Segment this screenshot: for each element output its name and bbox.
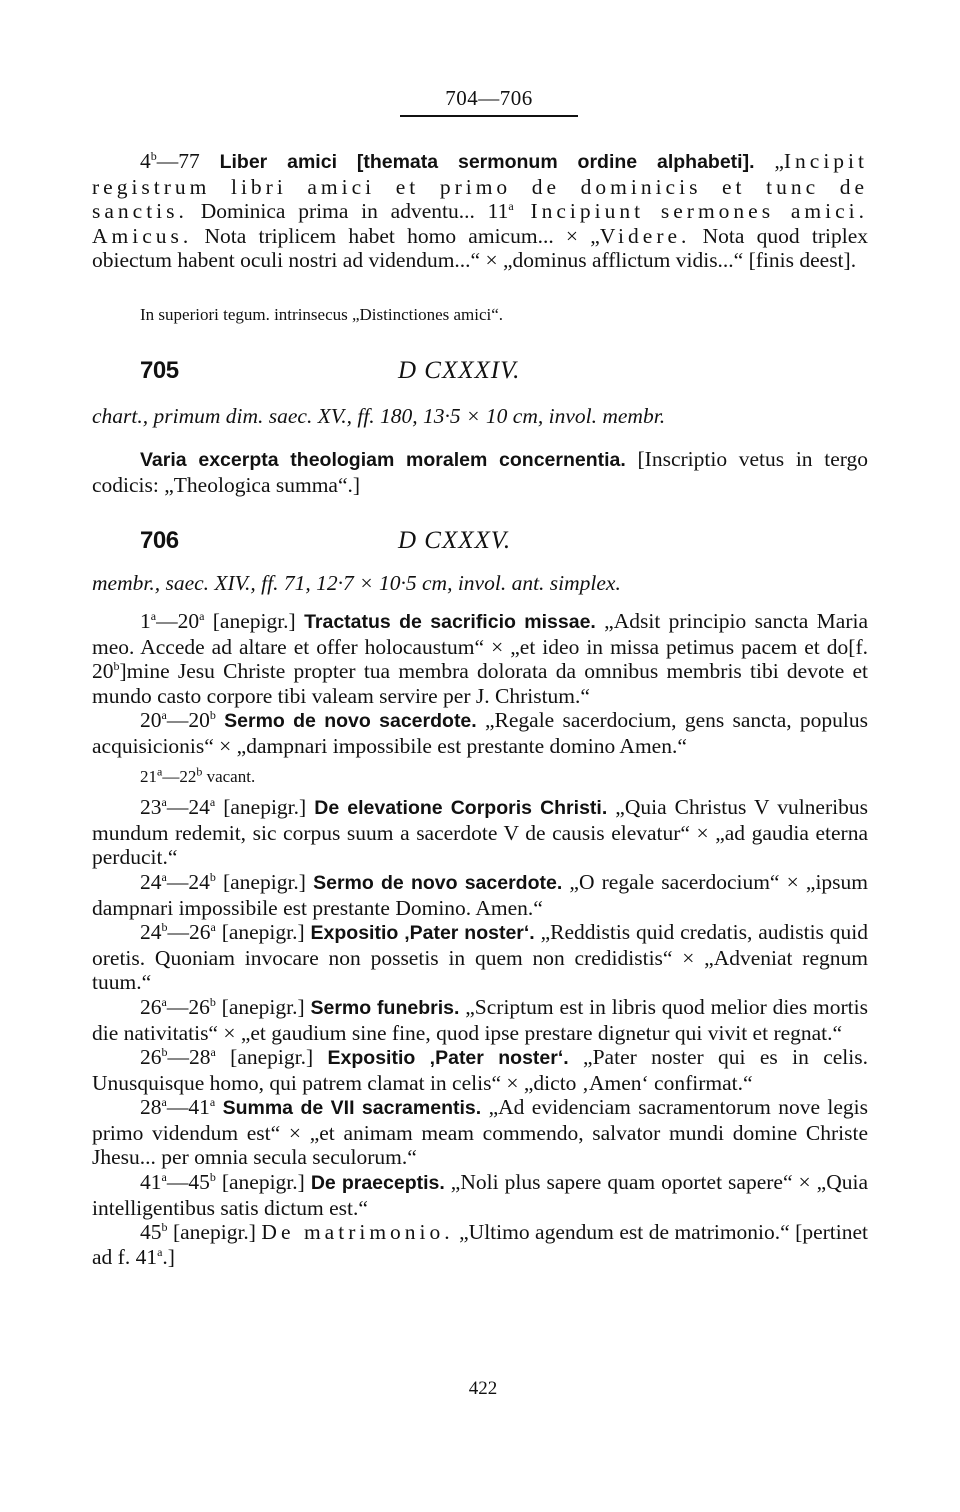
folio-ref: —20	[156, 609, 200, 633]
folio-ref: 26	[140, 1045, 162, 1070]
folio-ref: 23	[140, 795, 162, 820]
content-item	[92, 609, 868, 708]
text-run: „Regale sacerdocium, gens sancta, populus acquisicionis“ × „dampnari impossibile est prestante domino Amen.“	[92, 708, 869, 758]
folio-ref: 24	[140, 920, 162, 945]
folio-ref: 4	[140, 149, 151, 173]
text-run: Nota triplicem habet homo amicum... × „	[192, 223, 600, 248]
text-run: „Quia Christus V vulneribus mundum redemit, sic corpus suum a sacerdote V de causis elevatur“ × „ad gaudia eterna perducit.“	[92, 795, 868, 870]
text-run: vacant.	[206, 766, 256, 786]
folio-side: a	[157, 1244, 163, 1259]
text-run: .]	[162, 1244, 175, 1269]
folio-ref: —26	[167, 920, 211, 945]
content-item	[92, 995, 868, 1045]
folio-side: a	[161, 1095, 167, 1110]
entry-704-body	[92, 149, 868, 273]
spaced-text: Incipiunt sermones amici. Amicus.	[92, 199, 868, 248]
text-run: „Reddistis quid credatis, audistis quid oretis. Quoniam invocare non possetis in quem non credidistis“ × „Adveniat regnum tuum.“	[92, 920, 868, 995]
folio-side: b	[161, 919, 168, 934]
item-title: Sermo de novo sacerdote.	[313, 871, 563, 894]
folio-ref: —77	[156, 149, 220, 173]
folio-ref: —28	[167, 1045, 211, 1070]
entry-title: Varia excerpta theologiam moralem concernentia.	[140, 449, 626, 471]
folio-ref: 21	[140, 766, 157, 786]
item-title: Sermo de novo sacerdote.	[224, 710, 477, 733]
entry-706-description: membr., saec. XIV., ff. 71, 12·7 × 10·5 cm, invol. ant. simplex.	[92, 571, 621, 595]
folio-ref: —24	[166, 795, 210, 820]
document-page	[92, 0, 868, 1512]
text-run: Dominica prima in adventu... 11	[187, 199, 509, 224]
text-run: ]mine Jesu Christe propter tua membra dolorata da omnibus membris tibi devote et mundo casto corpore tibi valeam servire per J. Christum.“	[92, 659, 868, 708]
folio-ref: 1	[140, 609, 151, 633]
text-run: „	[754, 149, 784, 173]
folio-side: a	[161, 795, 167, 809]
folio-side: a	[150, 608, 157, 623]
folio-ref: 26	[140, 994, 162, 1019]
text-run: „Ad evidenciam sacramentorum nove legis primo videndum est“ × „et animam meam commendo, salvator mundi domine Christe Jhesu... per omnia secula seculorum.“	[92, 1095, 869, 1170]
folio-ref: 28	[140, 1095, 162, 1120]
folio-side: a	[161, 994, 167, 1009]
folio-ref: 41	[140, 1170, 162, 1195]
folio-ref: —26	[166, 994, 210, 1019]
text-run: [anepigr.]	[215, 920, 311, 945]
folio-side: a	[199, 608, 205, 623]
text-run: [anepigr.]	[215, 1170, 311, 1195]
text-run	[215, 1095, 222, 1119]
text-run: „Pater noster qui es in celis. Unusquisque homo, qui patrem clamat in celis“ × „dicto ‚Amen‘ confirmat.“	[92, 1045, 868, 1095]
folio-side: a	[161, 869, 167, 884]
content-item	[92, 1170, 868, 1220]
folio-side: a	[210, 1044, 216, 1059]
folio-ref: —24	[166, 869, 210, 894]
folio-ref: —45	[166, 1170, 210, 1195]
folio-side: b	[209, 1169, 216, 1184]
item-title: Summa de VII sacramentis.	[222, 1097, 482, 1120]
entry-705-body	[92, 447, 868, 497]
entry-705-description: chart., primum dim. saec. XV., ff. 180, 13·5 × 10 cm, invol. membr.	[92, 404, 666, 428]
spaced-text: De matrimonio.	[261, 1220, 454, 1245]
text-run: „O regale sacerdocium“ × „ipsum dampnari impossibile est prestante Domino. Amen.“	[92, 869, 869, 920]
entry-705-number: 705	[140, 357, 179, 384]
folio-side: b	[209, 869, 216, 884]
folio-side: a	[209, 795, 216, 809]
folio-side: a	[161, 708, 167, 723]
folio-ref: —22	[162, 766, 197, 786]
text-run: [anepigr.]	[215, 994, 311, 1019]
item-title: Sermo funebris.	[310, 996, 460, 1019]
item-title: De praeceptis.	[310, 1172, 445, 1195]
folio-ref: 24	[140, 869, 162, 894]
content-item	[92, 920, 868, 995]
item-title: Expositio ‚Pater noster‘.	[327, 1047, 569, 1070]
content-item	[92, 795, 868, 870]
item-title: De elevatione Corporis Christi.	[314, 797, 608, 820]
folio-side: a	[210, 919, 216, 934]
content-item	[92, 1095, 868, 1170]
content-item	[92, 1045, 868, 1095]
folio-side: a	[209, 1095, 216, 1110]
text-run: „Noli plus sapere quam oportet sapere“ × „Quia intelligentibus satis dictum est.“	[92, 1170, 868, 1220]
folio-side: b	[161, 1220, 168, 1235]
folio-ref: 45	[140, 1220, 162, 1245]
item-title: Expositio ‚Pater noster‘.	[310, 922, 535, 945]
entry-705-signature: D CXXXIV.	[398, 357, 521, 384]
folio-side: b	[113, 659, 120, 674]
content-item	[92, 765, 868, 790]
text-run: [anepigr.]	[215, 795, 315, 820]
folio-side: a	[157, 763, 163, 778]
entry-704-note: In superiori tegum. intrinsecus „Distinctiones amici“.	[140, 305, 504, 324]
folio-side: b	[150, 148, 157, 163]
text-run: [anepigr.]	[215, 1045, 328, 1070]
folio-side: b	[209, 994, 216, 1009]
text-run: [anepigr.]	[204, 609, 305, 633]
text-run: [anepigr.]	[167, 1220, 262, 1245]
text-run: [Inscriptio vetus in tergo codicis: „Theologica summa“.]	[92, 447, 869, 497]
entry-706-number: 706	[140, 527, 179, 554]
spaced-text: Videre.	[599, 223, 691, 248]
text-run: Nota quod triplex obiectum habent oculi nostri ad videndum...“ × „dominus afflictum vidis...“ [finis deest].	[92, 223, 868, 273]
folio-side: b	[196, 763, 203, 778]
entry-title: Liber amici [themata sermonum ordine alphabeti].	[219, 151, 755, 173]
folio-ref: —41	[166, 1095, 210, 1120]
folio-side: b	[161, 1044, 168, 1059]
page-number: 422	[468, 1378, 498, 1399]
entry-706-signature: D CXXXV.	[398, 527, 512, 554]
spaced-text: Incipit registrum libri amici et primo de dominicis et tunc de sanctis.	[92, 149, 868, 224]
content-item	[92, 870, 868, 920]
text-run: [anepigr.]	[215, 869, 314, 894]
folio-ref: 20	[140, 708, 162, 733]
content-item	[92, 708, 868, 758]
text-run	[216, 708, 224, 732]
folio-side: a	[508, 199, 514, 214]
content-item	[92, 1220, 868, 1269]
entry-706-contents	[92, 609, 868, 1269]
folio-side: a	[161, 1169, 167, 1184]
text-run: „Ultimo agendum est de matrimonio.“ [pertinet ad f. 41	[92, 1220, 868, 1269]
item-title: Tractatus de sacrificio missae.	[304, 611, 596, 633]
text-run: „Scriptum est in libris quod melior dies mortis die nativitatis“ × „et gaudium sine fine, quod ipse prestare dignetur qui vivit et regnat.“	[92, 994, 868, 1045]
text-run: „Adsit principio sancta Maria meo. Accede ad altare et offer holocaustum“ × „et ideo in missa petimus pacem et do[f. 20	[92, 609, 868, 684]
page-header: 704—706	[400, 86, 578, 117]
folio-ref: —20	[166, 708, 210, 733]
folio-side: b	[209, 708, 216, 723]
